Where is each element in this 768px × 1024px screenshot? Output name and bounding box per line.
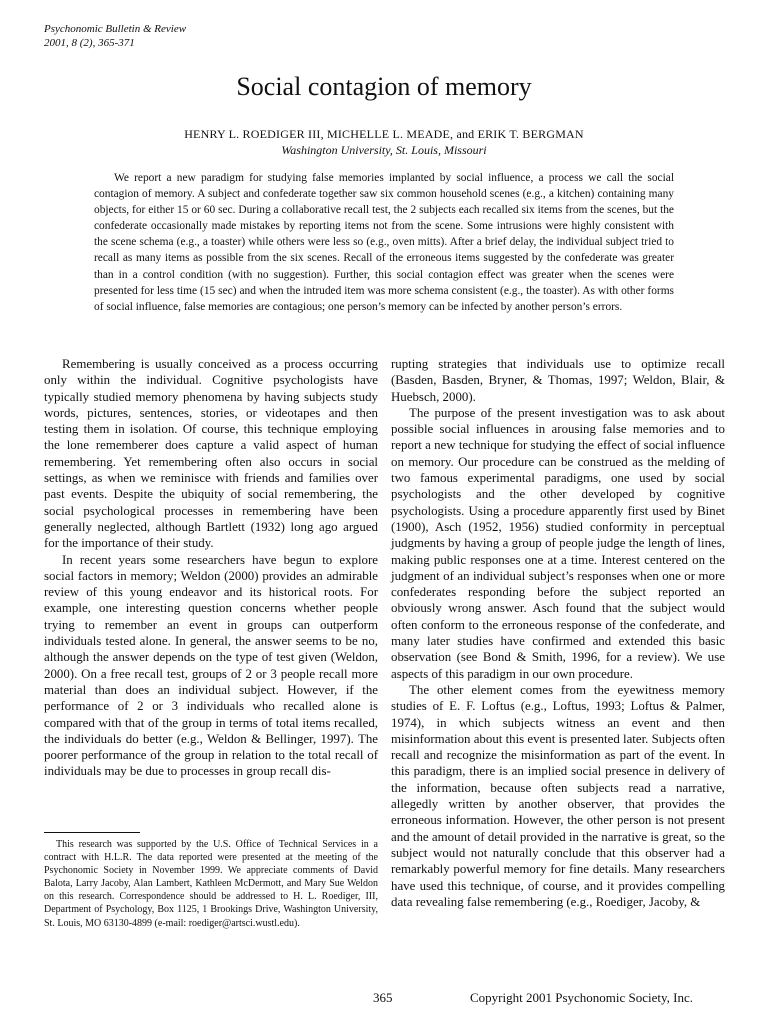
page-number: 365: [373, 990, 393, 1005]
paper-title: Social contagion of memory: [236, 72, 532, 101]
journal-citation: 2001, 8 (2), 365-371: [44, 37, 135, 49]
author-list: HENRY L. ROEDIGER III, MICHELLE L. MEADE, and ERIK T. BERGMAN: [184, 127, 584, 141]
footnote: This research was supported by the U.S. Office of Technical Services in a contract with H.L.R. The data reported were presented at the meeting of the Psychonomic Society in November 1999. We appreciate comments of David Balota, Larry Jacoby, Alan Lambert, Kathleen McDermott, and Mary Sue Weldon on this research. Correspondence should be addressed to H. L. Roediger, III, Department of Psychology, Box 1125, 1 Brookings Drive, Washington University, St. Louis, MO 63130-4899 (e-mail: roediger@artsci.wustl.edu).: [44, 839, 378, 929]
journal-name: Psychonomic Bulletin & Review: [44, 23, 187, 35]
body-paragraph: In recent years some researchers have begun to explore social factors in memory; Weldon (2000) provides an admirable review of this young endeavor and its historical roots. For example, one interesting question concerns whether people trying to remember an event in groups can outperform individuals tested alone. In general, the answer seems to be no, although the answer depends on the type of test given (Weldon, 2000). On a free recall test, groups of 2 or 3 people recall more material than does an individual subject. However, if the performance of 2 or 3 individuals who recalled alone is compared with that of the group in terms of total items recalled, the individuals do better (e.g., Weldon & Bellinger, 1997). The poorer performance of the group in relation to the total recall of individuals may be due to processes in group recall dis-: [44, 552, 378, 779]
abstract: We report a new paradigm for studying false memories implanted by social influence, a process we call the social contagion of memory. A subject and confederate together saw six common household scenes (e.g., a kitchen) containing many objects, for either 15 or 60 sec. During a collaborative recall test, the 2 subjects each recalled six items from the scenes, but the confederate occasionally made mistakes by reporting items not from the scene. Some intrusions were highly consistent with the scene schema (e.g., a toaster) while others were less so (e.g., oven mitts). After a brief delay, the individual subject tried to recall as many items as possible from the six scenes. Recall of the erroneous items suggested by the confederate was greater than in a control condition (with no suggestion). Further, this social contagion effect was greater when the scenes were presented for less time (15 sec) and when the intruded item was more schema consistent (e.g., the toaster). As with other forms of social influence, false memories are contagious; one person’s memory can be infected by another person’s errors.: [94, 172, 674, 313]
footnote-divider: [44, 832, 140, 833]
body-column-left: [44, 356, 378, 780]
copyright-notice: Copyright 2001 Psychonomic Society, Inc.: [470, 990, 694, 1005]
body-paragraph: The other element comes from the eyewitness memory studies of E. F. Loftus (e.g., Loftus, 1993; Loftus & Palmer, 1974), in which subjects witness an event and then misinformation about this event is presented later. Subjects often recall and recognize the misinformation as part of the event. In this paradigm, there is an implied social presence in delivery of the information, because often subjects read a narrative, allegedly written by another observer, that provides the erroneous information. However, the other person is not present and the amount of detail provided in the narrative is great, so the subject would not naturally conclude that this observer had a remarkably powerful memory for fine details. Many researchers have used this technique, of course, and it provides compelling data revealing false remembering (e.g., Roediger, Jacoby, &: [391, 682, 726, 909]
journal-header: [44, 22, 186, 50]
affiliation: Washington University, St. Louis, Missouri: [281, 143, 487, 157]
body-paragraph: The purpose of the present investigation was to ask about possible social influences in arousing false memories and to report a new technique for studying the effect of social influence on memory. Our procedure can be construed as the melding of two famous experimental paradigms, one used by social psychologists and the other developed by cognitive psychologists. Using a procedure apparently first used by Binet (1900), Asch (1952, 1956) studied conformity in perceptual judgments by having a group of people judge the length of lines, making public responses one at a time. Interest centered on the judgment of an individual subject’s responses when one or more confederates responding before the subject reported an obviously wrong answer. Asch found that the subject would often conform to the erroneous response of the confederate, and many later studies have confirmed and extended this basic observation (see Bond & Smith, 1996, for a review). We use aspects of this paradigm in our own procedure.: [391, 405, 725, 681]
body-paragraph-continued: rupting strategies that individuals use to optimize recall (Basden, Basden, Bryner, & Thomas, 1997; Weldon, Blair, & Huebsch, 2000).: [391, 357, 725, 404]
body-column-right: [391, 356, 725, 910]
body-paragraph: Remembering is usually conceived as a process occurring only within the individual. Cognitive psychologists have typically studied memory phenomena by having subjects study words, pictures, sentences, stories, or videotapes and then testing them in isolation. Of course, this technique employing the lone rememberer does capture a valid aspect of human remembering. Yet remembering often also occurs in social settings, as when we reminisce with friends and families over past events. Despite the ubiquity of social remembering, the social psychological processes in remembering have been generally neglected, although Bartlett (1932) long ago argued for the importance of their study.: [44, 357, 378, 551]
